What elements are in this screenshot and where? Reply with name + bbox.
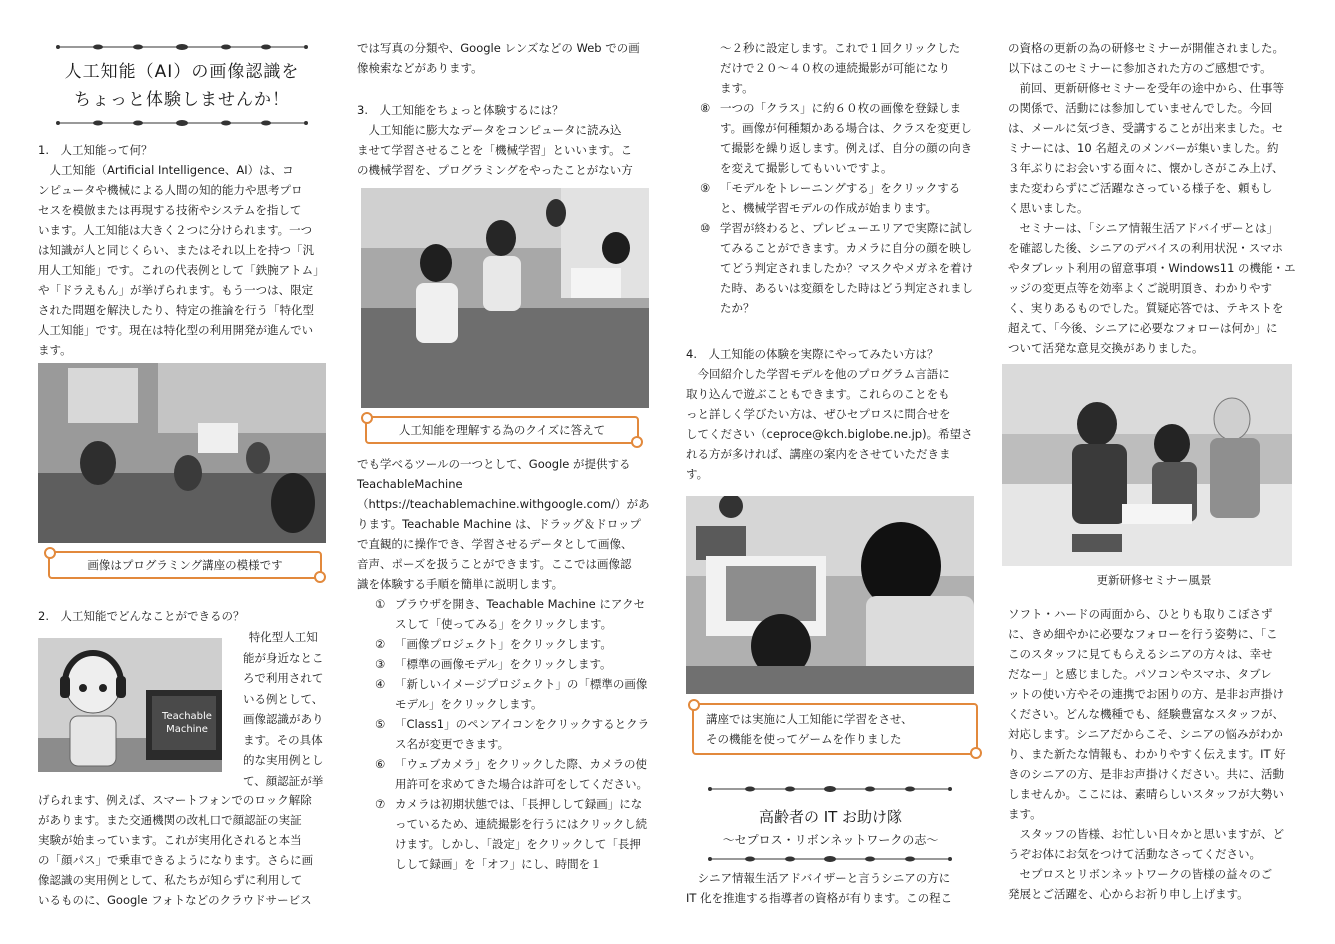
section-ornament-top — [700, 782, 960, 796]
title-ornament-bottom — [38, 116, 326, 130]
section-1-heading: 1. 人工知能って何？ — [38, 143, 153, 157]
sec2-side-line: ろで利用されて — [243, 671, 324, 685]
caption-line-1: 講座では実施に人工知能に学習をさせ、 — [706, 712, 913, 726]
col4-para3-line: だなー」と感じました。パソコンやスマホ、タブレ — [1008, 667, 1272, 681]
sec4-line: れる方が多ければ、講座の案内をさせていただきま — [686, 447, 951, 461]
sec2-side-line: いる例として、 — [243, 691, 324, 706]
step-number: ⑧ — [700, 101, 711, 115]
robot-teachable-machine-image — [38, 638, 222, 772]
step-number: ⑥ — [375, 757, 386, 771]
step-text: 「画像プロジェクト」をクリックします。 — [395, 637, 612, 651]
article-title — [38, 58, 326, 114]
sec1-line: セスを模倣または再現する技術やシステムを指して — [38, 203, 302, 217]
col4-para3-line: ください。どんな機種でも、経験豊富なスタッフが、 — [1008, 707, 1284, 721]
step-item — [682, 218, 975, 318]
sec2-side-line: 画像認識があり — [243, 712, 324, 726]
col2-top-line: では写真の分類や、Google レンズなどの Web での画 — [357, 41, 640, 55]
sec2-line: の「顔パス」で乗車できるようになります。さらに画 — [38, 853, 314, 867]
sec2-side-line: ます。その具体 — [243, 732, 323, 747]
seminar-photo-illustration — [1002, 364, 1292, 566]
col4-para2-line: セミナーは、「シニア情報生活アドバイザーとは」 — [1019, 221, 1279, 235]
col4-para2-line: を確認した後、シニアのデバイスの利用状況・スマホ — [1008, 241, 1283, 255]
sec2-side-line: 能が身近なとこ — [243, 650, 324, 665]
title-ornament-top — [38, 40, 326, 54]
step-item — [357, 794, 650, 874]
step-number: ⑨ — [700, 181, 711, 195]
col4-para1-line: く思いました。 — [1008, 201, 1089, 215]
col4-para1-line: ミナーには、10 名超えのメンバーが集いました。約 — [1008, 141, 1279, 155]
step-number: ④ — [375, 677, 386, 691]
col2-top-line: 像検索などがあります。 — [357, 61, 483, 75]
sec1-line: ます。 — [38, 343, 72, 357]
steps-list-1 — [357, 594, 650, 874]
sec4-line: す。 — [686, 467, 709, 481]
col4-para2-line: ッジの変更点等を効率よくご説明頂き、わかりやす — [1008, 281, 1273, 295]
sec2-side-line: 的な実用例とし — [243, 753, 324, 767]
col2-after-line: でも学べるツールの一つとして、Google が提供する — [357, 457, 631, 471]
sec1-line: や「ドラえもん」が挙げられます。もう一つは、限定 — [38, 283, 314, 297]
classroom-photo-illustration — [38, 363, 326, 543]
sec1-line: 用人工知能」です。これの代表例として「鉄腕アトム」 — [38, 263, 325, 277]
col2-after-line: で直観的に操作でき、学習させるデータとして画像、 — [357, 537, 633, 551]
col4-para3-line: きのシニアの方、是非お声掛けください。共に、活動 — [1008, 767, 1284, 781]
sec2-line: 実験が始まっています。これが実用化されると本当 — [38, 833, 302, 847]
sec2-line: 像認識の実用例として、私たちが知らずに利用して — [38, 873, 303, 887]
col4-para3-line: に、きめ細やかに必要なフォローを行う姿勢に、「こ — [1008, 627, 1278, 641]
step-text: 学習が終わると、プレビューエリアで実際に試してみることができます。カメラに自分の顔を映してどう判定されましたか？マスクやメガネを着けた時、あるいは変顔をした時はどう判定されましたか？ — [720, 221, 973, 315]
col4-para3-line: ットの使い方やその連携でお困りの方、是非お声掛け — [1008, 687, 1284, 701]
col4-para3-line: しませんか。ここには、素晴らしいスタッフが大勢い — [1008, 787, 1284, 801]
step-number: ⑦ — [375, 797, 386, 811]
step-item — [357, 674, 650, 714]
title-line-2: ちょっと体験しませんか！ — [74, 90, 290, 110]
col2-after-line: 音声、ポーズを扱うことができます。ここでは画像認 — [357, 557, 632, 571]
col4-para2-line: く、実りあるものでした。質疑応答では、テキストを — [1008, 301, 1284, 315]
step-item — [357, 714, 650, 754]
col3-top-line: ます。 — [720, 81, 754, 95]
sec1-line: された問題を解決したり、特定の推論を行う「特化型 — [38, 303, 314, 317]
classroom-photo — [38, 363, 326, 543]
game-making-photo-illustration — [686, 496, 974, 694]
col4-para4-line: スタッフの皆様、お忙しい日々かと思いますが、ど — [1019, 827, 1284, 841]
sec1-line: ンピュータや機械による人間の知的能力や思考プロ — [38, 183, 303, 197]
col4-para5-line: セプロスとリボンネットワークの皆様の益々のご — [1019, 867, 1273, 881]
col2-after-line: ります。Teachable Machine は、ドラッグ＆ドロップ — [357, 517, 641, 531]
quiz-photo — [361, 188, 649, 408]
steps-list-2 — [682, 98, 975, 318]
step-text: 「標準の画像モデル」をクリックします。 — [395, 657, 612, 671]
sec1-line: 人工知能」です。現在は特化型の利用開発が進んでい — [38, 323, 314, 337]
sec3-line: ませて学習させることを「機械学習」といいます。こ — [357, 143, 633, 157]
step-item — [357, 594, 650, 634]
col4-para1-line: 前回、更新研修セミナーを受年の途中から、仕事等 — [1019, 81, 1284, 95]
seminar-photo — [1002, 364, 1292, 566]
col4-top-line: 以下はこのセミナーに参加された方のご感想です。 — [1008, 61, 1272, 75]
caption-line-2: その機能を使ってゲームを作りました — [706, 732, 902, 746]
caption-game-making — [692, 703, 978, 755]
sec1-line: 人工知能（Artificial Intelligence、AI）は、コ — [49, 163, 294, 177]
game-making-photo — [686, 496, 974, 694]
col4-para3-line: ソフト・ハードの両面から、ひとりも取りこぼさず — [1008, 607, 1273, 621]
step-number: ① — [375, 597, 386, 611]
step-number: ⑩ — [700, 221, 711, 235]
step-text: 「モデルをトレーニングする」をクリックすると、機械学習モデルの作成が始まります。 — [720, 181, 961, 215]
step-item — [682, 98, 975, 178]
sec2-line: があります。また交通機関の改札口で顔認証の実証 — [38, 813, 302, 827]
col4-para2-line: ついて活発な意見交換がありました。 — [1008, 341, 1204, 355]
article-2-title: 高齢者の IT お助け隊 — [758, 808, 903, 826]
sec2-side-line: 特化型人工知 — [248, 630, 318, 644]
caption-quiz: 人工知能を理解する為のクイズに答えて — [365, 416, 639, 444]
col4-top-line: の資格の更新の為の研修セミナーが開催されました。 — [1008, 41, 1284, 55]
col4-para2-line: 超えて、「今後、シニアに必要なフォローは何か」に — [1008, 321, 1278, 335]
col2-after-line: （https://teachablemachine.withgoogle.com/）があ — [357, 497, 650, 511]
col4-para1-line: の関係で、活動には参加していませんでした。今回 — [1008, 101, 1273, 115]
col4-para3-line: このスタッフに見てもらえるシニアの方々は、幸せ — [1008, 647, 1273, 661]
caption-seminar: 更新研修セミナー風景 — [1096, 573, 1212, 587]
col4-para4-line: うぞお体にお気をつけて活動なさってください。 — [1008, 847, 1261, 861]
col2-after-line: TeachableMachine — [357, 477, 463, 491]
robot-illustration — [38, 638, 222, 772]
sec2-line: いるものに、Google フォトなどのクラウドサービス — [38, 893, 312, 907]
step-text: 「ウェブカメラ」をクリックした際、カメラの使用許可を求めてきた場合は許可をしてください。 — [395, 757, 648, 791]
sec3-line: 人工知能に膨大なデータをコンピュータに読み込 — [368, 123, 622, 137]
col3-bottom-line: シニア情報生活アドバイザーと言うシニアの方に — [697, 871, 951, 885]
sec2-side-line: て、顔認証が挙 — [243, 773, 324, 788]
col4-para3-line: 対応します。シニアだからこそ、シニアの悩みがわか — [1008, 727, 1283, 741]
step-text: ブラウザを開き、Teachable Machine にアクセスして「使ってみる」をクリックします。 — [395, 597, 646, 631]
col4-para5-line: 発展とご活躍を、心からお祈り申し上げます。 — [1008, 887, 1249, 901]
quiz-photo-illustration — [361, 188, 649, 408]
sec1-line: は知識が人と同じくらい、またはそれ以上を持つ「汎 — [38, 243, 314, 257]
section-2-heading: 2. 人工知能でどんなことができるの？ — [38, 609, 245, 623]
col3-top-line: ～２秒に設定します。これで１回クリックした — [720, 41, 961, 55]
col3-bottom-line: IT 化を推進する指導者の資格が有ります。この程こ — [686, 891, 953, 905]
sec1-line: います。人工知能は大きく２つに分けられます。一つ — [38, 223, 313, 237]
article-2-subtitle: ～セプロス・リボンネットワークの志～ — [722, 833, 939, 847]
section-3-heading: 3. 人工知能をちょっと体験するには？ — [357, 103, 564, 117]
col2-after-line: 識を体験する手順を簡単に説明します。 — [357, 577, 564, 591]
col4-para3-line: ます。 — [1008, 807, 1042, 821]
step-item — [357, 634, 650, 654]
step-item — [357, 654, 650, 674]
step-text: 一つの「クラス」に約６０枚の画像を登録します。画像が何種類かある場合は、クラスを変更して撮影を繰り返します。例えば、自分の顔の向きを変えて撮影してもいいですよ。 — [720, 101, 973, 175]
robot-screen-text: Teachable Machine — [162, 711, 212, 735]
sec4-line: 取り込んで遊ぶこともできます。これらのことをも — [686, 387, 950, 401]
col4-para1-line: ３年ぶりにお会いする面々に、懐かしさがこみ上げ、 — [1008, 161, 1284, 175]
title-line-1: 人工知能（AI）の画像認識を — [64, 62, 300, 82]
step-text: 「新しいイメージプロジェクト」の「標準の画像モデル」をクリックします。 — [395, 677, 648, 711]
step-number: ③ — [375, 657, 386, 671]
step-number: ⑤ — [375, 717, 386, 731]
col4-para1-line: また変わらずにご活躍なさっている様子を、頼もし — [1008, 181, 1273, 195]
sec3-line: の機械学習を、プログラミングをやったことがない方 — [357, 163, 633, 177]
step-text: 「Class1」のペンアイコンをクリックするとクラス名が変更できます。 — [395, 717, 650, 751]
sec4-line: してください（ceproce@kch.biglobe.ne.jp)。希望さ — [686, 427, 973, 441]
step-number: ② — [375, 637, 386, 651]
sec4-line: 今回紹介した学習モデルを他のプログラム言語に — [697, 367, 950, 381]
section-ornament-bottom — [700, 852, 960, 866]
col4-para3-line: り、また新たな情報も、わかりやすく伝えます。IT 好 — [1008, 747, 1286, 761]
step-item — [357, 754, 650, 794]
section-4-heading: 4. 人工知能の体験を実際にやってみたい方は？ — [686, 347, 939, 361]
col4-para2-line: やタブレット利用の留意事項・Windows11 の機能・エ — [1008, 261, 1296, 275]
col4-para1-line: は、メールに気づき、受講することが出来ました。セ — [1008, 121, 1284, 135]
sec4-line: っと詳しく学びたい方は、ぜひセプロスに問合せを — [686, 407, 951, 421]
col3-top-line: だけで２０～４０枚の連続撮影が可能になり — [720, 61, 950, 75]
step-text: カメラは初期状態では、「長押しして録画」になっているため、連続撮影を行うにはクリックし続けます。しかし、「設定」をクリックして「長押しして録画」を「オフ」にし、時間を１ — [395, 797, 648, 871]
step-item — [682, 178, 975, 218]
caption-classroom: 画像はプログラミング講座の模様です — [48, 551, 322, 579]
sec2-line: げられます、例えば、スマートフォンでのロック解除 — [38, 793, 312, 807]
